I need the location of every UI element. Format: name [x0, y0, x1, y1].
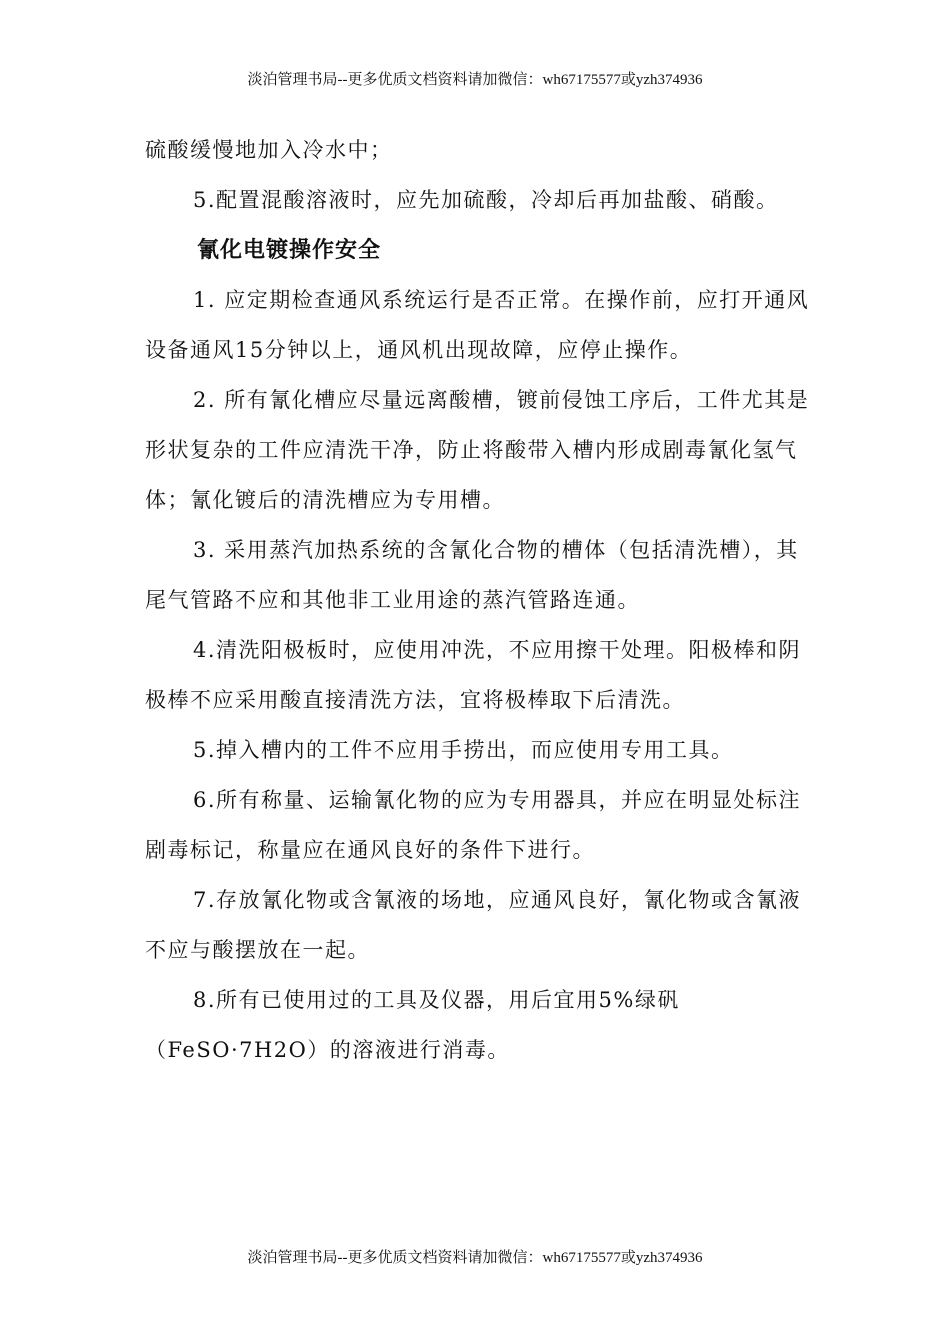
list-item-2: 2. 所有氰化槽应尽量远离酸槽，镀前侵蚀工序后，工件尤其是形状复杂的工件应清洗干净，防止将酸带入槽内形成剧毒氰化氢气体；氰化镀后的清洗槽应为专用槽。 [145, 388, 810, 512]
list-item-7: 7.存放氰化物或含氰液的场地，应通风良好，氰化物或含氰液不应与酸摆放在一起。 [145, 888, 802, 962]
page-footer: 淡泊管理书局--更多优质文档资料请加微信：wh67175577或yzh374936 [247, 1250, 703, 1266]
document-body [145, 125, 810, 1075]
acid-item-5: 5.配置混酸溶液时，应先加硫酸，冷却后再加盐酸、硝酸。 [193, 188, 779, 212]
list-item-5: 5.掉入槽内的工件不应用手捞出，而应使用专用工具。 [193, 738, 734, 762]
section-title: 氰化电镀操作安全 [197, 237, 382, 263]
continuation-paragraph: 硫酸缓慢地加入冷水中； [145, 138, 393, 162]
list-item-1: 1. 应定期检查通风系统运行是否正常。在操作前，应打开通风设备通风15分钟以上，通风机出现故障，应停止操作。 [145, 288, 810, 362]
page-header: 淡泊管理书局--更多优质文档资料请加微信：wh67175577或yzh374936 [247, 72, 703, 88]
list-item-8: 8.所有已使用过的工具及仪器，用后宜用5%绿矾（FeSO·7H2O）的溶液进行消毒。 [145, 988, 680, 1062]
list-item-6: 6.所有称量、运输氰化物的应为专用器具，并应在明显处标注剧毒标记，称量应在通风良好的条件下进行。 [145, 788, 802, 862]
list-item-3: 3. 采用蒸汽加热系统的含氰化合物的槽体（包括清洗槽），其尾气管路不应和其他非工业用途的蒸汽管路连通。 [145, 538, 799, 612]
list-item-4: 4.清洗阳极板时，应使用冲洗，不应用擦干处理。阳极棒和阴极棒不应采用酸直接清洗方法，宜将极棒取下后清洗。 [145, 638, 802, 712]
